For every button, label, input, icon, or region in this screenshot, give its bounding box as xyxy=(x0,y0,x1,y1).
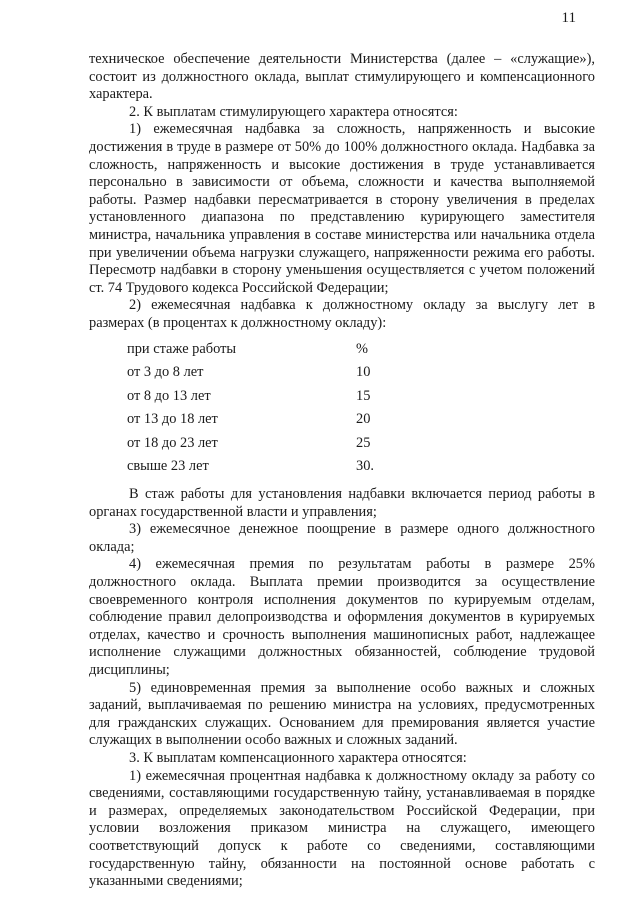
table-cell: от 13 до 18 лет xyxy=(127,411,218,428)
paragraph: 1) ежемесячная надбавка за сложность, напряженность и высокие достижения в труде в размере от 50% до 100% должностного оклада. Надбавка за сложность, напряженность и высокие достижения в труде устанавливается персонально в зависимости от объема, сложности и качества выполняемой работы. Размер надбавки пересматривается в сторону увеличения в пределах установленного диапазона по представлению курирующего заместителя министра, начальника управления в составе министерства или начальника отдела при увеличении объема нагрузки служащего, напряженности режима его работы. Пересмотр надбавки в сторону уменьшения осуществляется с учетом положений ст. 74 Трудового кодекса Российской Федерации; xyxy=(89,121,595,296)
table-cell: от 8 до 13 лет xyxy=(127,387,211,404)
table-row xyxy=(89,408,595,432)
table-row xyxy=(89,385,595,409)
paragraph: техническое обеспечение деятельности Министерства (далее – «служащие»), состоит из должностного оклада, выплат стимулирующего и компенсационного характера. xyxy=(89,51,595,103)
table-cell: 30. xyxy=(356,458,374,475)
paragraph: В стаж работы для установления надбавки включается период работы в органах государственной власти и управления; xyxy=(89,486,595,520)
table-row xyxy=(89,455,595,479)
paragraph: 4) ежемесячная премия по результатам работы в размере 25% должностного оклада. Выплата премии производится за осуществление своевременного контроля исполнения документов по курируемым отделам, соблюдение правил делопроизводства и оформления документов в курируемых отделах, качество и срочность выполнения машинописных работ, надлежащее исполнение служащими должностных обязанностей, соблюдение трудовой дисциплины; xyxy=(89,556,595,678)
page-number: 11 xyxy=(561,10,576,26)
table-cell: свыше 23 лет xyxy=(127,458,209,475)
table-cell: 10 xyxy=(356,364,371,381)
table-header-cell: при стаже работы xyxy=(127,340,237,357)
section-heading: 3. К выплатам компенсационного характера относятся: xyxy=(129,749,467,766)
document-body xyxy=(89,51,595,891)
table-header-row xyxy=(89,338,595,362)
table-cell: 20 xyxy=(356,411,371,428)
table-cell: от 3 до 8 лет xyxy=(127,364,204,381)
paragraph: 3) ежемесячное денежное поощрение в размере одного должностного оклада; xyxy=(89,521,595,555)
table-row xyxy=(89,432,595,456)
section-heading: 2. К выплатам стимулирующего характера относятся: xyxy=(129,103,458,120)
table-cell: 25 xyxy=(356,434,371,451)
paragraph: 5) единовременная премия за выполнение особо важных и сложных заданий, выплачиваемая по решению министра на условиях, предусмотренных для гражданских служащих. Основанием для премирования является участие служащих в выполнении особо важных и сложных заданий. xyxy=(89,679,595,749)
table-cell: от 18 до 23 лет xyxy=(127,434,218,451)
paragraph: 2) ежемесячная надбавка к должностному окладу за выслугу лет в размерах (в процентах к должностному окладу): xyxy=(89,297,595,331)
table-row xyxy=(89,361,595,385)
seniority-table xyxy=(89,338,595,480)
paragraph: 1) ежемесячная процентная надбавка к должностному окладу за работу со сведениями, составляющими государственную тайну, устанавливаемая в порядке и размерах, определяемых законодательством Российской Федерации, при условии возложения приказом министра на служащего, имеющего соответствующий допуск к работе со сведениями, составляющими государственную тайну, обязанности на постоянной основе работать с указанными сведениями; xyxy=(89,767,595,890)
table-cell: 15 xyxy=(356,387,371,404)
table-header-cell: % xyxy=(356,340,368,357)
